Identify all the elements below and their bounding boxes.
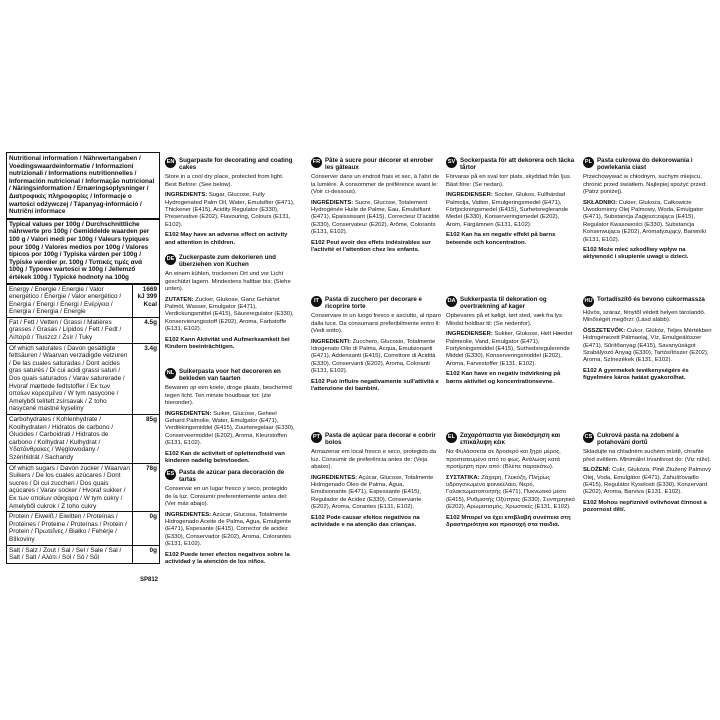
ingredients-label: INGREDIËNTEN: [165, 410, 212, 417]
section-es [165, 469, 295, 566]
language-badge: FR [311, 157, 322, 168]
section-title: Tortadíszítő és bevono cukormassza [597, 296, 705, 303]
ingredients-list: Sukker, Glukose, Helt Hærdet Palmeolie, Vand, Emulgator (E471), Fortykningsmiddel (E415), Surhedsregulerende Middel (E330), Konserveringsmiddel (E202), Aroma, Farvestoffer (E131, E102). [446, 331, 573, 367]
ingredients-list: Zucker, Glukose, Ganz Gehärtet Palmöl, Wasser, Emulgator (E471), Verdickungsmittel (E415), Säureregulator (E330), Konservierungsstoff (E202), Aroma, Farbstoffe (E131, E102). [165, 296, 294, 333]
warning-text: E102 Peut avoir des effets indésirables sur l'activité et l'attention chez les enfants. [311, 239, 431, 254]
ingredients-list: Sugar, Glucose, Fully Hydrogenated Palm Oil, Water, Emulsifier (E471), Thickener (E415), Acidity Regulator (E330), Preservative (E202), Flavouring, Colours (E131, E102). [165, 192, 295, 228]
section-title: Zuckerpaste zum dekorieren und überziehen von Kuchen [179, 254, 276, 269]
nutrition-value: 0g [149, 513, 157, 521]
warning-text: E102 A gyermekek tevékenységére és figyelmére káros hatást gyakorolhat. [583, 367, 689, 382]
storage-text: An einem kühlen, trockenen Ort und vor Licht geschützt lagern. Mindestens haltbar bis: (Siehe unten). [165, 271, 291, 293]
ingredients-label: INGREDIENTS: [165, 192, 208, 199]
ingredients-list: Cukor, Glükóz, Teljes Mértékben Hidrogénezett Pálmaolaj, Víz, Emulgeálószer (E471), Sűrítőanyag (E415), Savanyúságot Szabályozó Anyag (E330), Tartósítószer (E202), Aroma, Színezékek (E131, E102). [583, 327, 712, 364]
nutrition-label: Of which saturates / Davon gesättigte fettsäuren / Waarvan verzadigde vetzuren / De las cuales saturadas / Dont acides gras saturés / Di cui acidi grassi saturi / Dos quais saturados / Varav saturerade / Hvoraf mættede fedtstoffer / Εκ των οποίων κορεσμένα / W tym nasycone / Amelyből telített zsírsavak / Z toho nasycené mastné kyseliny [7, 344, 133, 414]
nutrition-row-fat [7, 318, 159, 344]
section-title: Sukkerpasta til dekoration og overtrækning af kager [460, 296, 547, 311]
ingredients-text [311, 339, 441, 376]
nutrition-row-salt [7, 546, 159, 563]
ingredients-text [446, 475, 576, 512]
nutrition-basis: Typical values per 100g / Durchschnittliche nährwerte pro 100g / Gemiddelde waarden per 100 g / Valori medi per 100g / Valeurs typiques pour 100g / Valores medios por 100g / Valores típicos por 100g / Typiska värden per 100g / Typiske værdier pr. 100g / Τυπικές τιμές ανά 100g / Typowe wartości w 100g / Jellemző értékek 100g / Typické hodnoty na 100g [9, 220, 150, 281]
storage-text: Store in a cool dry place, protected from light. Best Before: (See below). [165, 174, 284, 188]
ingredients-label: INGREDIENSER: [446, 331, 493, 338]
nutrition-header: Nutritional information / Nährwertangaben / Voedingswaardeinformatie / Informazioni nutrizionali / Informations nutritionnelles / Información nutricional / Informação nutricional / Näringsinformation / Ernæringsoplysninger / Διατροφικές πληροφορίες / Informacje o wartości odżywczej / Tápanyag-információ / Nutriční informace [7, 153, 159, 220]
ingredients-label: ZUTATEN: [165, 296, 194, 303]
ingredients-label: SLOŽENÍ: [583, 467, 611, 474]
ingredients-list: Sucre, Glucose, Totalement Hydrogénée Huile de Palme, Eau, Émulsifiant (E471), Épaississant (E415), Correcteur D'acidité (E330), Conservateur (E202), Arôme, Colorants (E131, E102). [311, 199, 440, 236]
section-pt [311, 432, 441, 529]
nutrition-value: 0g [149, 546, 157, 554]
section-en [165, 157, 295, 247]
nutrition-row-energy [7, 285, 159, 318]
storage-text: Opbevares på et køligt, tørt sted, væk fra lys. Mindst holdbar til: (Se nedenfor). [446, 313, 564, 327]
warning-text: E102 Può influire negativamente sull'attività e l'attenzione dei bambini. [311, 378, 439, 393]
section-hu [583, 296, 713, 383]
warning-text: E102 Kan have en negativ indvirkning på børns aktivitet og koncentrationsevne. [446, 371, 561, 385]
nutrition-value: 3.4g [144, 344, 157, 352]
language-badge: DA [446, 296, 457, 307]
warning-text: E102 Μπορεί να έχει επιβλαβή συνέπεια στη δραστηριότητα και προσοχή στα παιδιά. [446, 514, 571, 529]
language-badge: DE [165, 254, 176, 265]
nutrition-row-sugars [7, 464, 159, 513]
warning-text: E102 Kan ha en negativ effekt på barns beteende och koncentration. [446, 232, 556, 246]
ingredients-text [446, 331, 576, 368]
ingredients-text [165, 192, 295, 229]
storage-text: Conservare in un luogo fresco e asciutto, al riparo dalla luce. Da consumarsi preferibilmente entro il: (Vedi sotto). [311, 313, 441, 335]
storage-text: Hűvös, száraz, fénytől védett helyen tárolandó. Minőségét megőrzi: (Lásd alább). [583, 310, 706, 324]
section-title: Pasta cukrowa do dekorowania i powlekania ciast [597, 157, 693, 172]
nutrition-basis-row [7, 220, 159, 285]
warning-text: E102 Mohou nepříznivě ovlivňovat činnost a pozornost dětí. [583, 499, 707, 514]
nutrition-row-protein [7, 512, 159, 545]
ingredients-label: INGREDIENTES: [311, 474, 358, 481]
warning-text: E102 Puede tener efectos negativos sobre la actividad y la atención de los niños. [165, 551, 290, 566]
section-fr [311, 157, 441, 254]
storage-text: Skladujte na chladném suchém místě, chraňte před světlem. Minimální trvanlivost do: (Viz níže). [583, 449, 712, 463]
language-badge: SV [446, 157, 457, 168]
language-badge: PL [583, 157, 594, 168]
language-badge: NL [165, 368, 176, 379]
ingredients-text [165, 411, 295, 448]
product-code: SP812 [140, 577, 159, 583]
section-title: Cukrová pasta na zdobení a potahování dortů [597, 432, 679, 447]
language-badge: IT [311, 296, 322, 307]
language-badge: HU [583, 296, 594, 307]
nutrition-value: 78g [145, 464, 157, 472]
section-nl [165, 368, 295, 465]
ingredients-text [583, 328, 713, 365]
nutrition-row-carbohydrates [7, 415, 159, 464]
nutrition-value: 1669 kJ 399 Kcal [137, 285, 157, 308]
language-badge: PT [311, 432, 322, 443]
nutrition-row-saturates [7, 344, 159, 415]
ingredients-list: Açúcar, Glucose, Totalmente Hidrogenado Óleo de Palma, Água, Emulsionante (E471), Espessante (E415), Regulador de Acidez (E330), Conservante (E202), Aroma, Corantes (E131, E102). [311, 474, 434, 511]
nutrition-label: Carbohydrates / Kohlenhydrate / Koolhydraten / Hidratos de carbono / Glucides / Carboidrati / Hidratos de carbono / Kolhydrat / Kulhydrat / Υδατάνθρακες / Węglowodany / Szénhidrát / Sacharidy [7, 415, 133, 463]
section-title: Pasta de azúcar para decoración de tartas [179, 469, 285, 484]
warning-text: E102 May have an adverse effect on activity and attention in children. [165, 232, 288, 246]
ingredients-label: ÖSSZETEVŐK: [583, 327, 626, 334]
section-it [311, 296, 441, 393]
section-title: Pasta di zucchero per decorare e ricoprire torte [325, 296, 422, 311]
ingredients-text [446, 192, 576, 229]
section-sv [446, 157, 576, 247]
storage-text: Förvaras på en sval torr plats, skyddad från ljus. Bäst före: (Se nedan). [446, 174, 572, 188]
nutrition-value: 85g [145, 416, 157, 423]
warning-text: E102 Pode causar efeitos negativos na actividade e na atenção das crianças. [311, 514, 420, 529]
warning-text: E102 Kann Aktivität und Aufmerksamkeit bei Kindern beeinträchtigen. [165, 336, 290, 351]
nutrition-label: Of which sugars / Davon zucker / Waarvan Suikers / De los cuales azúcares / Dont sucres / Di cui zuccheri / Dos quais açúcares / Varav socker / Hvoraf sukker / Εκ των οποίων σάκχαρα / W tym cukry / Amelyből cukrok / Z toho cukry [7, 464, 133, 512]
ingredients-text [311, 200, 441, 237]
storage-text: Przechowywać w chłodnym, suchym miejscu, chronić przed światłem. Najlepiej spożyć przed: (Patrz poniżej). [583, 174, 707, 196]
language-badge: EL [446, 432, 457, 443]
ingredients-list: Zucchero, Glucosio, Totalmente Idrogenato Olio di Palma, Acqua, Emulsionanti (E471), Addensanti (E415), Correttore di Acidità (E330), Conservanti (E202), Aroma, Coloranti (E131, E102). [311, 338, 436, 375]
ingredients-label: INGREDIENTI: [311, 338, 351, 345]
warning-text: E102 Kan de activiteit of oplettendheid van kinderen nadelig beïnvloeden. [165, 450, 285, 465]
ingredients-label: SKŁADNIKI: [583, 199, 618, 206]
ingredients-label: ΣΥΣΤΑΤΙΚΑ: [446, 474, 480, 481]
ingredients-text [311, 475, 441, 512]
language-badge: EN [165, 157, 176, 168]
ingredients-list: Suiker, Glucose, Geheel Gehard Palmolie, Water, Emulgator (E471), Verdikkingsmiddel (E415), Zuurteregelaar (E330), Conserveermiddel (E202), Aroma, Kleurstoffen (E131, E102). [165, 410, 295, 447]
storage-text: Armazenar em local fresco e seco, protegido da luz. Consumir de preferência antes de: (Veja abaixo). [311, 449, 437, 471]
storage-text: Conserver dans un endroit frais et sec, à l'abri de la lumière. À consommer de préférence avant le: (Voir ci-dessous). [311, 174, 440, 196]
nutrition-label: Salt / Salz / Zout / Sal / Sel / Sale / Sal / Salt / Salt / Αλάτι / Sól / Só / Sůl [7, 546, 133, 563]
ingredients-list: Socker, Glukos, Fullhärdad Palmolja, Vatten, Emulgeringsmedel (E471), Förtjockningsmedel (E415), Surhetsreglerande Medel (E330), Konserveringsmedel (E202), Arom, Färgämnen (E131, E102). [446, 192, 569, 228]
section-da [446, 296, 576, 386]
ingredients-text [165, 512, 295, 549]
section-title: Pasta de açúcar para decorar e cobrir bolos [325, 432, 436, 447]
ingredients-text [583, 200, 713, 244]
ingredients-list: Cukr, Glukóza, Plně Ztužený Palmový Olej, Voda, Emulgátor (E471), Zahušťovadlo (E415), Regulátor Kyselosti (E330), Konzervant (E202), Aroma, Barviva (E131, E102). [583, 467, 712, 496]
nutrition-value: 4.5g [144, 318, 157, 326]
ingredients-list: Cukier, Glukoza, Całkowicie Uwodorniony Olej Palmowy, Woda, Emulgator (E471), Substancja Zagęszczająca (E415), Regulator Kwasowości (E330), Substancja Konserwująca (E202), Aromatyzujący, Barwniki (E131, E102). [583, 199, 706, 243]
section-de [165, 254, 295, 351]
ingredients-label: INGRÉDIENTS: [311, 199, 354, 206]
language-badge: ES [165, 469, 176, 480]
nutrition-label: Protein / Eiweiß / Eiwitten / Proteínas / Protéines / Proteine / Proteínas / Protein / Protein / Πρωτεΐνες / Białko / Fehérje / Bílkoviny [7, 512, 133, 544]
nutrition-label: Energy / Energie / Energie / Valor energético / Énergie / Valor energético / Energia / Energi / Energi / Ενέργεια / Energia / Energia / Energie [7, 285, 133, 317]
section-title: Sockerpasta för att dekorera och täcka tårtor [460, 157, 575, 172]
language-badge: CS [583, 432, 594, 443]
section-cs [583, 432, 713, 515]
ingredients-label: INGREDIENSER: [446, 192, 493, 199]
section-pl [583, 157, 713, 262]
section-el [446, 432, 576, 529]
ingredients-text [583, 467, 713, 497]
section-title: Suikerpasta voor het decoreren en bekleden van taarten [179, 368, 281, 383]
ingredients-text [165, 297, 295, 334]
ingredients-list: Azúcar, Glucosa, Totalmente Hidrogenado Aceite de Palma, Agua, Emulgente (E471), Espesante (E415), Corrector de acidez (E330), Conservador (E202), Aroma, Colorantes (E131, E102). [165, 511, 292, 548]
ingredients-list: Ζάχαρη, Γλυκόζη, Πλήρως υδρογονωμένο φοινικέλαιο, Νερό, Γαλακτωματοποιητής (E471), Πυκνωτικό μέσο (E415), Ρυθμιστής Οξύτητας (E330), Συντηρητικό (E202), Αρωματισμός, Χρωστικές (E131, E102). [446, 474, 575, 511]
ingredients-label: INGREDIENTES: [165, 511, 212, 518]
section-title: Ζαχαρόπαστα για διακόσμηση και επικάλυψη κέικ [460, 432, 561, 447]
nutrition-table [6, 152, 160, 564]
storage-text: Conservar en un lugar fresco y seco, protegido de la luz. Consumir preferentemente antes del: (Ver más abajo). [165, 486, 288, 508]
nutrition-label: Fat / Fett / Vetten / Grassi / Matières grasses / Grasas / Lípidos / Fett / Fedt / Λιπαρά / Tłuszcz / Zsír / Tuky [7, 318, 133, 343]
section-title: Sugarpaste for decorating and coating cakes [179, 157, 293, 172]
section-title: Pâte à sucre pour décorer et enrober les gâteaux [325, 157, 434, 172]
warning-text: E102 Może mieć szkodliwy wpływ na aktywność i skupienie uwagi u dzieci. [583, 247, 689, 261]
storage-text: Bewaren op een koele, droge plaats, beschermd tegen licht. Ten minste houdbaar tot: (zie hieronder). [165, 385, 292, 407]
storage-text: Να Φυλάσσεται σε δροσερό και ξηρό μέρος, προστατευμένο από το φως. Ανάλωση κατά προτίμηση πριν από: (Βλέπε παρακάτω). [446, 449, 561, 471]
